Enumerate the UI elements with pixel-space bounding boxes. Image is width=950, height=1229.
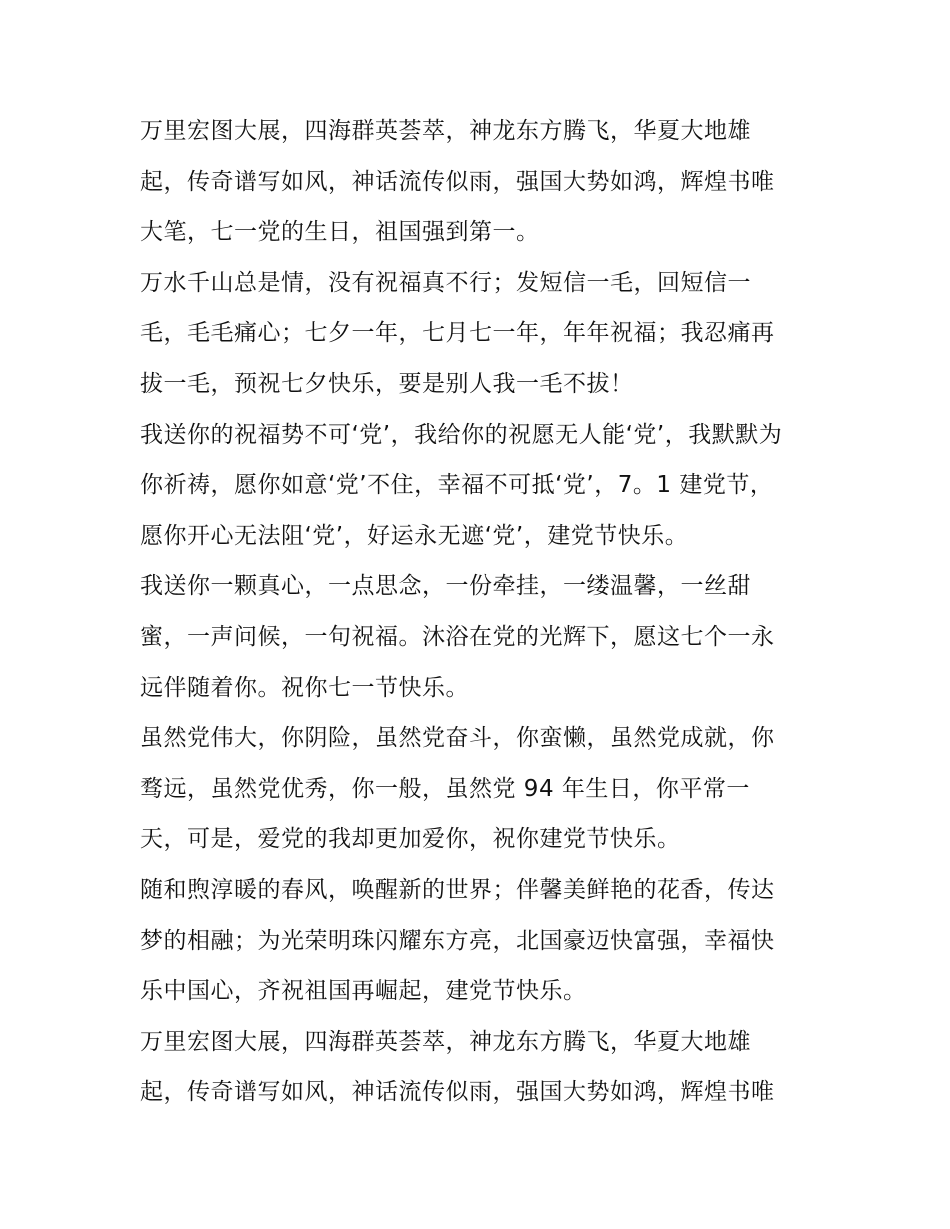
text-line: 你祈祷，愿你如意‘党’不住，幸福不可抵‘党’，7。1 建党节， bbox=[140, 472, 774, 499]
text-line: 万水千山总是情，没有祝福真不行；发短信一毛，回短信一 bbox=[140, 269, 751, 296]
document-body bbox=[140, 106, 830, 1118]
paragraph-1 bbox=[140, 106, 830, 258]
text-line: 乐中国心，齐祝祖国再崛起，建党节快乐。 bbox=[140, 978, 587, 1005]
paragraph-5 bbox=[140, 713, 830, 865]
text-line: 蜜，一声问候，一句祝福。沐浴在党的光辉下，愿这七个一永 bbox=[140, 623, 775, 650]
text-line: 万里宏图大展，四海群英荟萃，神龙东方腾飞，华夏大地雄 bbox=[140, 118, 751, 144]
text-line: 毛，毛毛痛心；七夕一年，七月七一年，年年祝福；我忍痛再 bbox=[140, 320, 775, 347]
text-line: 梦的相融；为光荣明珠闪耀东方亮，北国豪迈快富强，幸福快 bbox=[140, 927, 775, 954]
paragraph-2 bbox=[140, 258, 830, 410]
paragraph-6 bbox=[140, 865, 830, 1017]
text-line: 我送你一颗真心，一点思念，一份牵挂，一缕温馨，一丝甜 bbox=[140, 573, 751, 600]
text-line: 虽然党伟大，你阴险，虽然党奋斗，你蛮懒，虽然党成就，你 bbox=[140, 725, 775, 752]
text-line: 拔一毛，预祝七夕快乐，要是别人我一毛不拔！ bbox=[140, 370, 634, 397]
text-line: 随和煦淳暖的春风，唤醒新的世界；伴馨美鲜艳的花香，传达 bbox=[140, 876, 775, 903]
text-line: 天，可是，爱党的我却更加爱你，祝你建党节快乐。 bbox=[140, 826, 681, 853]
text-line: 起，传奇谱写如风，神话流传似雨，强国大势如鸿，辉煌书唯 bbox=[140, 1079, 775, 1106]
text-line: 起，传奇谱写如风，神话流传似雨，强国大势如鸿，辉煌书唯 bbox=[140, 168, 775, 195]
text-line: 万里宏图大展，四海群英荟萃，神龙东方腾飞，华夏大地雄 bbox=[140, 1028, 751, 1055]
text-line: 我送你的祝福势不可‘党’，我给你的祝愿无人能‘党’，我默默为 bbox=[140, 421, 783, 448]
paragraph-7 bbox=[140, 1017, 830, 1118]
paragraph-4 bbox=[140, 561, 830, 713]
text-line: 远伴随着你。祝你七一节快乐。 bbox=[140, 674, 469, 701]
text-line: 大笔，七一党的生日，祖国强到第一。 bbox=[140, 219, 540, 246]
paragraph-3 bbox=[140, 410, 830, 562]
text-line: 愿你开心无法阻‘党’，好运永无遮‘党’，建党节快乐。 bbox=[140, 522, 689, 549]
text-line: 骛远，虽然党优秀，你一般，虽然党 94 年生日，你平常一 bbox=[140, 775, 750, 802]
